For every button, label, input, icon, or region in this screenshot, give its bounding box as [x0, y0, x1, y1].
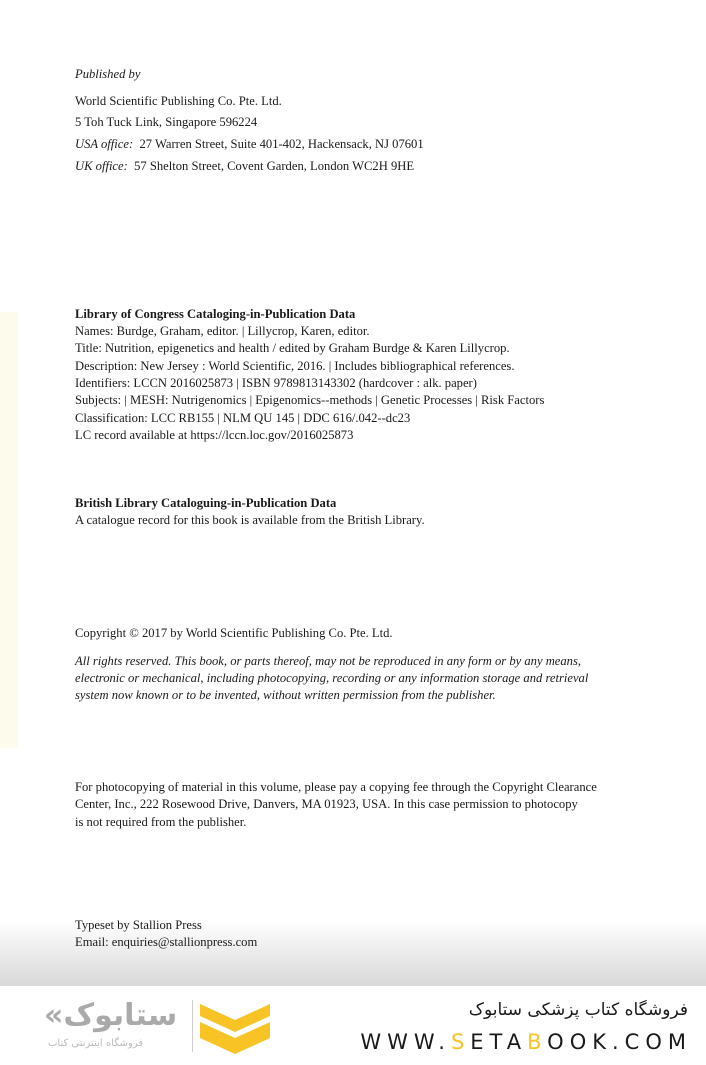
- typeset-by: Typeset by Stallion Press: [75, 918, 202, 932]
- setabook-logo: [34, 994, 274, 1058]
- margin-strip: [0, 312, 18, 748]
- loc-heading: Library of Congress Cataloging-in-Publication Data: [75, 307, 356, 321]
- loc-description: Description: New Jersey : World Scientific, 2016. | Includes bibliographical references.: [75, 359, 515, 373]
- copyright-line: Copyright © 2017 by World Scientific Publishing Co. Pte. Ltd.: [75, 626, 393, 640]
- bl-text: A catalogue record for this book is available from the British Library.: [75, 513, 425, 527]
- rights-line-3: system now known or to be invented, without written permission from the publisher.: [75, 688, 496, 702]
- publisher-address: 5 Toh Tuck Link, Singapore 596224: [75, 115, 258, 129]
- store-url[interactable]: WWW.SETABOOK.COM: [360, 1030, 692, 1054]
- loc-names: Names: Burdge, Graham, editor. | Lillycrop, Karen, editor.: [75, 324, 370, 338]
- logo-divider: [192, 1000, 193, 1052]
- photocopy-line-2: Center, Inc., 222 Rosewood Drive, Danvers, MA 01923, USA. In this case permission to photocopy: [75, 797, 578, 811]
- logo-name: «ستابوک: [44, 998, 178, 1033]
- bl-heading: British Library Cataloguing-in-Publication Data: [75, 496, 337, 510]
- uk-office: UK office: 57 Shelton Street, Covent Garden, London WC2H 9HE: [75, 159, 415, 173]
- publisher-name: World Scientific Publishing Co. Pte. Ltd.: [75, 94, 282, 108]
- store-name-fa: فروشگاه کتاب پزشکی ستابوک: [468, 1000, 688, 1020]
- store-banner: [0, 986, 706, 1065]
- rights-line-1: All rights reserved. This book, or parts thereof, may not be reproduced in any form or by any means,: [75, 654, 582, 668]
- rights-line-2: electronic or mechanical, including photocopying, recording or any information storage and retrieval: [75, 671, 589, 685]
- loc-record: LC record available at https://lccn.loc.gov/2016025873: [75, 428, 354, 442]
- photocopy-line-1: For photocopying of material in this volume, please pay a copying fee through the Copyright Clearance: [75, 780, 597, 794]
- loc-subjects: Subjects: | MESH: Nutrigenomics | Epigenomics--methods | Genetic Processes | Risk Factors: [75, 393, 545, 407]
- usa-office: USA office: 27 Warren Street, Suite 401-402, Hackensack, NJ 07601: [75, 137, 424, 151]
- chevron-logo-icon: [200, 1000, 270, 1054]
- loc-title: Title: Nutrition, epigenetics and health / edited by Graham Burdge & Karen Lillycrop.: [75, 341, 510, 355]
- logo-subtitle: فروشگاه اینترنتی کتاب: [48, 1038, 144, 1049]
- photocopy-line-3: is not required from the publisher.: [75, 815, 247, 829]
- loc-identifiers: Identifiers: LCCN 2016025873 | ISBN 9789813143302 (hardcover : alk. paper): [75, 376, 477, 390]
- published-by-heading: Published by: [75, 67, 141, 81]
- typeset-email: Email: enquiries@stallionpress.com: [75, 935, 258, 949]
- loc-classification: Classification: LCC RB155 | NLM QU 145 | DDC 616/.042--dc23: [75, 411, 411, 425]
